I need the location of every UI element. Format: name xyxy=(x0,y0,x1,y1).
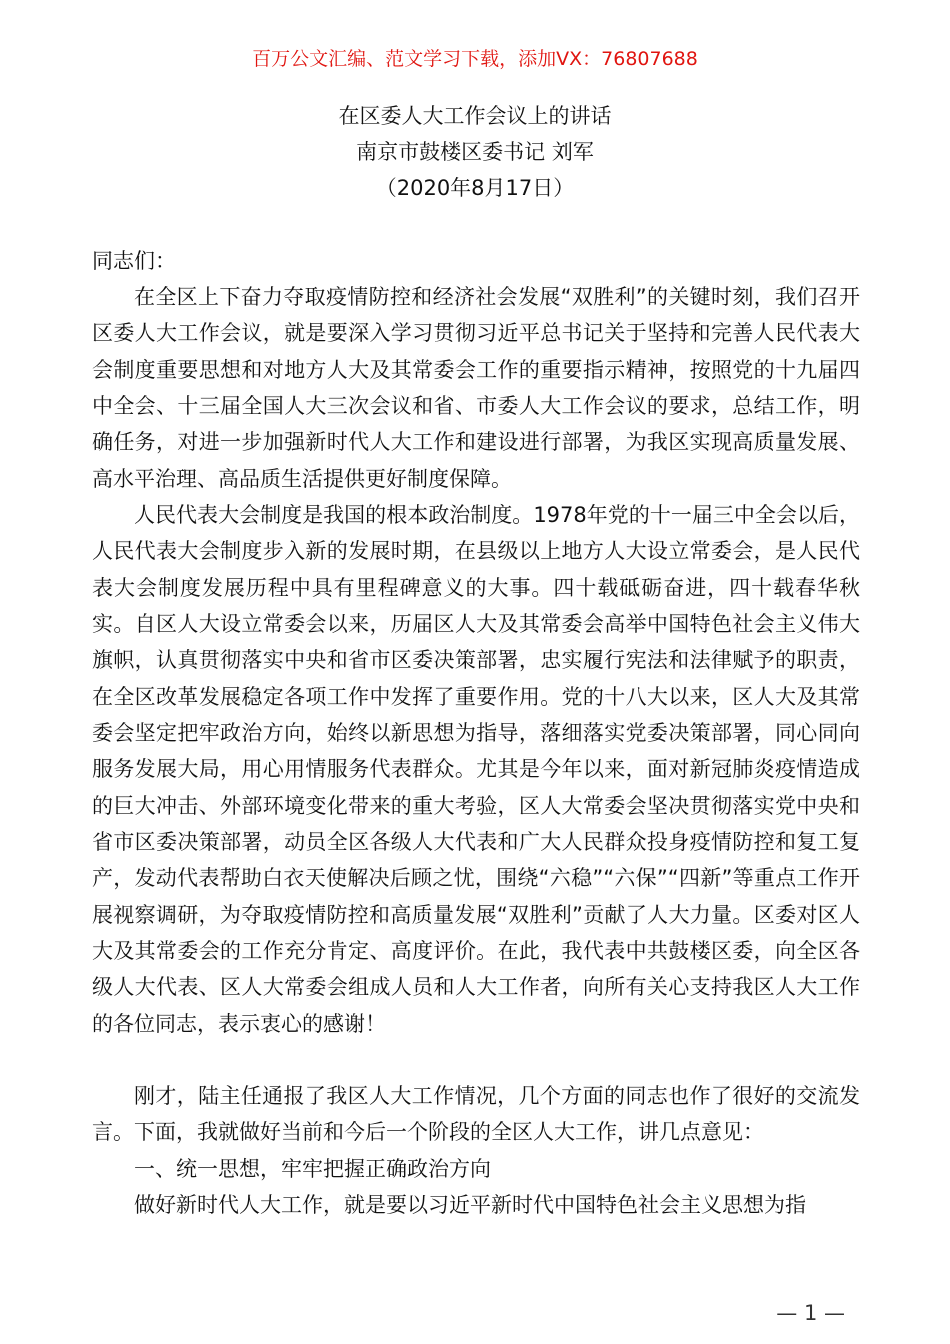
paragraph: 在全区上下奋力夺取疫情防控和经济社会发展“双胜利”的关键时刻，我们召开区委人大工作会议，就是要深入学习贯彻习近平总书记关于坚持和完善人民代表大会制度重要思想和对地方人大及其常委会工作的重要指示精神，按照党的十九届四中全会、十三届全国人大三次会议和省、市委人大工作会议的要求，总结工作，明确任务，对进一步加强新时代人大工作和建设进行部署，为我区实现高质量发展、高水平治理、高品质生活提供更好制度保障。 xyxy=(92,285,860,491)
paragraph: 人民代表大会制度是我国的根本政治制度。1978年党的十一届三中全会以后，人民代表大会制度步入新的发展时期，在县级以上地方人大设立常委会，是人民代表大会制度发展历程中具有里程碑意义的大事。四十载砥砺奋进，四十载春华秋实。自区人大设立常委会以来，历届区人大及其常委会高举中国特色社会主义伟大旗帜，认真贯彻落实中央和省市区委决策部署，忠实履行宪法和法律赋予的职责，在全区改革发展稳定各项工作中发挥了重要作用。党的十八大以来，区人大及其常委会坚定把牢政治方向，始终以新思想为指导，落细落实党委决策部署，同心同向服务发展大局，用心用情服务代表群众。尤其是今年以来，面对新冠肺炎疫情造成的巨大冲击、外部环境变化带来的重大考验，区人大常委会坚决贯彻落实党中央和省市区委决策部署，动员全区各级人大代表和广大人民群众投身疫情防控和复工复产，发动代表帮助白衣天使解决后顾之忧，围绕“六稳”“六保”“四新”等重点工作开展视察调研，为夺取疫情防控和高质量发展“双胜利”贡献了人大力量。区委对区人大及其常委会的工作充分肯定、高度评价。在此，我代表中共鼓楼区委，向全区各级人大代表、区人大常委会组成人员和人大工作者，向所有关心支持我区人大工作的各位同志，表示衷心的感谢！ xyxy=(92,503,860,1036)
paragraph: 刚才，陆主任通报了我区人大工作情况，几个方面的同志也作了很好的交流发言。下面，我就做好当前和今后一个阶段的全区人大工作，讲几点意见： xyxy=(92,1084,860,1145)
page-number: — 1 — xyxy=(776,1301,845,1325)
section-heading: 一、统一思想，牢牢把握正确政治方向 xyxy=(134,1157,491,1181)
promo-banner: 百万公文汇编、范文学习下载，添加VX：76807688 xyxy=(252,48,698,70)
speech-title: 在区委人大工作会议上的讲话 xyxy=(338,104,612,128)
greeting: 同志们： xyxy=(92,249,176,273)
paragraph-first-line: 做好新时代人大工作，就是要以习近平新时代中国特色社会主义思想为指 xyxy=(134,1193,806,1217)
speaker-line: 南京市鼓楼区委书记 刘军 xyxy=(356,140,594,164)
speech-date: （2020年8月17日） xyxy=(375,176,575,200)
